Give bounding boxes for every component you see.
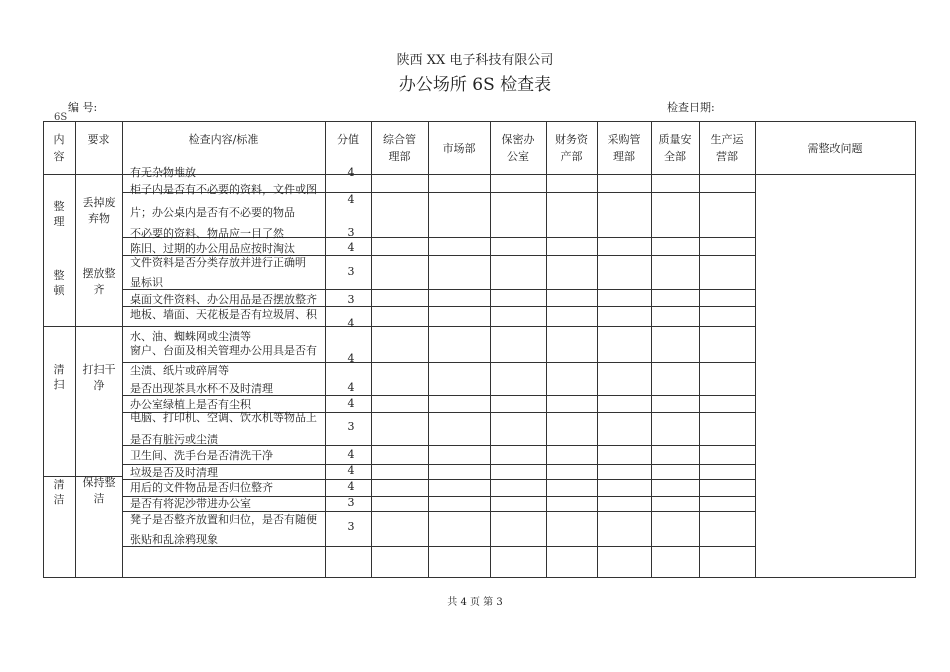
category-tidy: 清 洁 (53, 478, 65, 506)
standard-line: 片；办公桌内是否有不必要的物品 (130, 206, 295, 219)
standard-line: 尘渍、纸片或碎屑等 (130, 364, 229, 377)
header-dept-general: 综合管 理部 (383, 133, 416, 163)
standard-line: 地板、墙面、天花板是否有垃圾屑、积 (130, 308, 317, 321)
score-value: 4 (347, 464, 355, 477)
standard-line: 桌面文件资料、办公用品是否摆放整齐 (130, 293, 317, 306)
standard-line: 垃圾是否及时清理 (130, 466, 218, 479)
standard-line: 有无杂物堆放 (130, 166, 196, 179)
score-value: 4 (347, 397, 355, 410)
standard-line: 电脑、打印机、空调、饮水机等物品上 (130, 411, 317, 424)
page-title: 办公场所 6S 检查表 (398, 75, 552, 95)
header-issues: 需整改问题 (807, 142, 863, 155)
score-value: 4 (347, 352, 355, 365)
score-value: 3 (347, 265, 355, 278)
standard-line: 柜子内是否有不必要的资料，文件或图 (130, 183, 317, 196)
requirement-arrange: 摆放整 齐 (82, 267, 116, 296)
header-requirement: 要求 (87, 133, 110, 146)
score-value: 3 (347, 226, 355, 239)
category-sort: 整 理 (53, 200, 65, 228)
score-value: 3 (347, 293, 355, 306)
standard-line: 不必要的资料、物品应一目了然 (130, 227, 284, 240)
score-value: 3 (347, 520, 355, 533)
page-footer: 共 4 页 第 3 (447, 597, 503, 608)
score-value: 4 (347, 166, 355, 179)
header-dept-purchase: 采购管 理部 (607, 133, 641, 163)
header-score: 分值 (337, 133, 359, 146)
header-dept-production: 生产运 营部 (710, 133, 744, 163)
standard-line: 办公室绿植上是否有尘积 (130, 398, 251, 411)
score-value: 4 (347, 317, 355, 330)
standard-line: 陈旧、过期的办公用品应按时淘汰 (130, 242, 295, 255)
score-value: 4 (347, 480, 355, 493)
6s-tag: 6S (54, 112, 68, 123)
requirement-sweep: 打扫干 净 (82, 363, 116, 392)
standard-line: 是否有脏污或尘渍 (130, 433, 218, 446)
header-dept-market: 市场部 (442, 142, 476, 155)
standard-line: 窗户、台面及相关管理办公用具是否有 (130, 344, 317, 357)
header-dept-quality: 质量安 全部 (658, 133, 692, 163)
date-label: 检查日期: (667, 101, 715, 114)
header-dept-finance: 财务资 产部 (555, 133, 588, 163)
code-label: 编 号: (68, 101, 98, 114)
score-value: 4 (347, 448, 355, 461)
standard-line: 张贴和乱涂鸦现象 (130, 533, 218, 546)
requirement-keep-tidy: 保持整 洁 (82, 476, 116, 505)
requirement-discard: 丢掉废 弃物 (82, 196, 116, 225)
standard-line: 凳子是否整齐放置和归位，是否有随便 (130, 513, 317, 526)
standard-line: 用后的文件物品是否归位整齐 (130, 481, 273, 494)
standard-line: 水、油、蜘蛛网或尘渍等 (130, 330, 251, 343)
score-value: 4 (347, 193, 355, 206)
score-value: 4 (347, 241, 355, 254)
standard-line: 是否有将泥沙带进办公室 (130, 497, 251, 510)
category-order: 整 顿 (53, 269, 65, 297)
standard-line: 是否出现茶具水杯不及时清理 (130, 382, 273, 395)
standard-line: 显标识 (130, 276, 163, 289)
standard-line: 卫生间、洗手台是否清洗干净 (130, 449, 273, 462)
header-dept-security: 保密办 公室 (501, 133, 535, 163)
category-clean: 清 扫 (53, 363, 65, 391)
header-standard: 检查内容/标准 (188, 133, 259, 146)
score-value: 3 (347, 496, 355, 509)
standard-line: 文件资料是否分类存放并进行正确明 (130, 256, 306, 269)
company-name: 陕西 XX 电子科技有限公司 (396, 53, 554, 68)
header-content: 内 容 (53, 133, 65, 163)
score-value: 3 (347, 420, 355, 433)
score-value: 4 (347, 381, 355, 394)
